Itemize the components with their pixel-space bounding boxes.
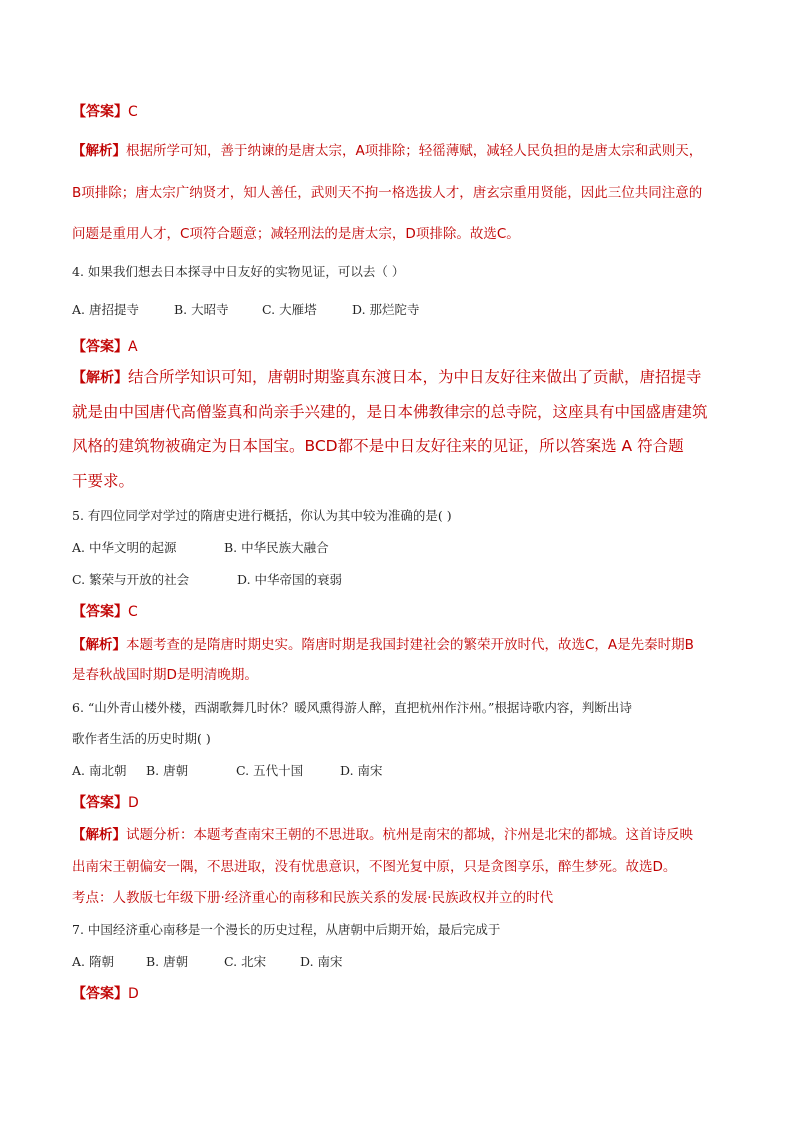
analysis-text: 风格的建筑物被确定为日本国宝。BCD都不是中日友好往来的见证，所以答案选 A 符合题 [72,437,684,455]
answer-tag: 【答案】 [72,986,128,1002]
question-text: 7. 中国经济重心南移是一个漫长的历史过程，从唐朝中后期开始，最后完成于 [72,922,501,937]
option-b: B. 唐朝 [146,763,189,778]
analysis-tag: 【解析】 [72,637,126,653]
analysis-tag: 【解析】 [72,143,126,159]
answer-value: C [128,604,138,620]
options-row [72,761,383,779]
option-b: B. 中华民族大融合 [224,540,329,555]
options-row [72,538,329,556]
analysis-text: 结合所学知识可知，唐朝时期鉴真东渡日本，为中日友好往来做出了贡献，唐招提寺 [128,368,702,386]
options-row [72,952,343,970]
option-d: D. 南宋 [340,763,383,778]
analysis-line [72,365,702,387]
answer-tag: 【答案】 [72,604,128,620]
analysis-text: 就是由中国唐代高僧鉴真和尚亲手兴建的，是日本佛教律宗的总寺院，这座具有中国盛唐建筑 [72,403,708,421]
option-a: A. 南北朝 [72,763,127,778]
analysis-text: 根据所学可知，善于纳谏的是唐太宗，A项排除；轻徭薄赋，减轻人民负担的是唐太宗和武则天， [126,143,703,159]
analysis-line [72,139,702,159]
analysis-tag: 【解析】 [72,827,126,843]
analysis-line [72,633,694,653]
analysis-text: 问题是重用人才，C项符合题意；减轻刑法的是唐太宗，D项排除。故选C。 [72,226,520,242]
answer-value: C [128,104,138,120]
option-a: A. 唐招提寺 [72,302,139,317]
answer-tag: 【答案】 [72,104,128,120]
answer-line [72,101,138,121]
answer-tag: 【答案】 [72,795,128,811]
question-text: 6. “山外青山楼外楼，西湖歌舞几时休？暖风熏得游人醉，直把杭州作汴州。”根据诗歌内容，判断出诗 [72,700,632,715]
analysis-text: 本题考查的是隋唐时期史实。隋唐时期是我国封建社会的繁荣开放时代，故选C，A是先秦时期B [126,637,694,653]
option-d: D. 那烂陀寺 [352,302,420,317]
analysis-tag: 【解析】 [72,370,128,386]
analysis-text: 是春秋战国时期D是明清晚期。 [72,667,258,683]
analysis-text: 试题分析：本题考查南宋王朝的不思进取。杭州是南宋的都城，汴州是北宋的都城。这首诗反映 [126,827,693,843]
analysis-text: 出南宋王朝偏安一隅，不思进取，没有忧患意识，不图光复中原，只是贪图享乐，醉生梦死。故选D。 [72,859,677,875]
answer-line [72,792,139,812]
question-text: 5. 有四位同学对学过的隋唐史进行概括，你认为其中较为准确的是( ) [72,508,452,523]
answer-line [72,601,138,621]
option-a: A. 中华文明的起源 [72,540,177,555]
option-b: B. 唐朝 [146,954,189,969]
analysis-line [72,823,693,843]
answer-line [72,983,139,1003]
analysis-text: B项排除；唐太宗广纳贤才，知人善任，武则天不拘一格选拔人才，唐玄宗重用贤能，因此三位共同注意的 [72,185,703,201]
answer-value: D [128,986,139,1002]
answer-line [72,336,138,356]
answer-tag: 【答案】 [72,339,128,355]
option-c: C. 繁荣与开放的社会 [72,572,190,587]
analysis-text: 干要求。 [72,472,135,490]
kaodian-line: 考点：人教版七年级下册·经济重心的南移和民族关系的发展·民族政权并立的时代 [72,890,554,906]
option-a: A. 隋朝 [72,954,114,969]
question-text: 4. 如果我们想去日本探寻中日友好的实物见证，可以去（ ） [72,264,405,279]
option-c: C. 五代十国 [236,763,304,778]
options-row [72,570,342,588]
answer-value: D [128,795,139,811]
option-b: B. 大昭寺 [174,302,229,317]
option-c: C. 北宋 [224,954,267,969]
options-row [72,300,420,318]
question-text: 歌作者生活的历史时期( ) [72,731,211,746]
option-c: C. 大雁塔 [262,302,317,317]
answer-value: A [128,339,138,355]
option-d: D. 南宋 [300,954,343,969]
option-d: D. 中华帝国的衰弱 [237,572,343,587]
